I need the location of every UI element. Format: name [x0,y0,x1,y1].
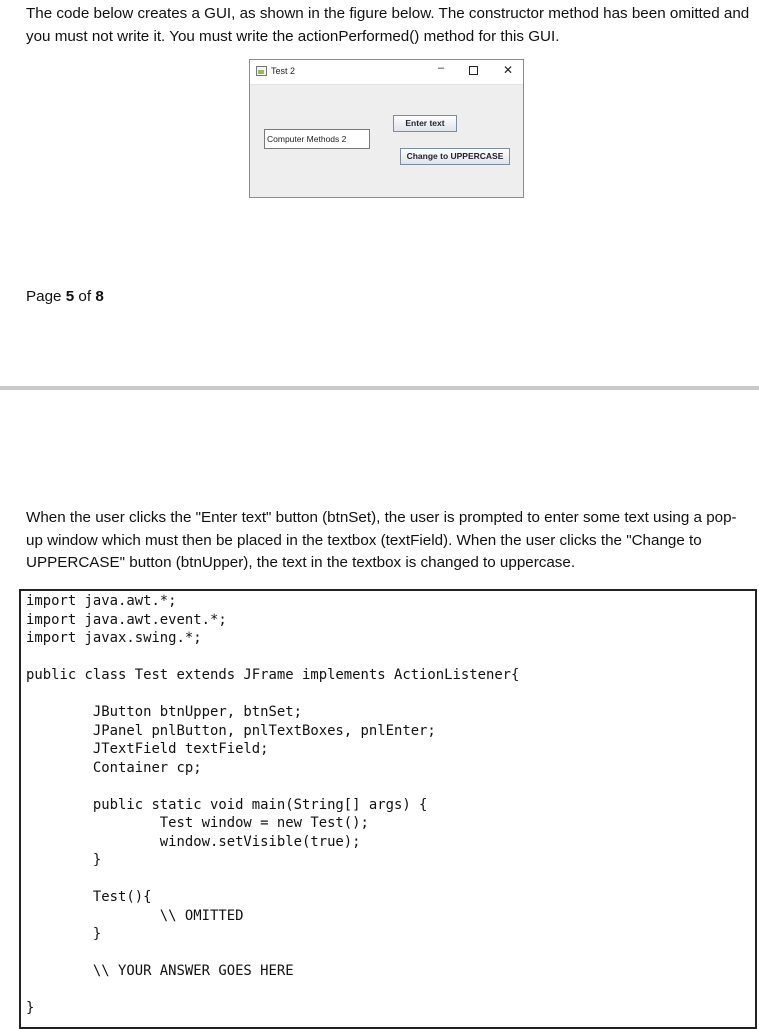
page-current: 5 [65,288,75,305]
page-total: 8 [95,288,104,305]
gui-window-title: Test 2 [271,66,296,76]
gui-enter-text-button: Enter text [393,115,457,132]
gui-title-bar [250,60,523,85]
code-listing: import java.awt.*; import java.awt.event.*; import javax.swing.*; public class Test extends JFrame implements ActionListener{ JButton btnUpper, btnSet; JPanel pnlButton, pnlTextBoxes, pnlEnter; JTextField textField; Container cp; public static void main(String[] args) { Test window = new Test(); window.setVisible(true); } Test(){ \\ OMITTED } \\ YOUR ANSWER GOES HERE } [26,593,520,1016]
java-app-icon [256,66,267,76]
gui-window-figure [249,59,524,198]
page-of: of [78,288,92,305]
gui-uppercase-button: Change to UPPERCASE [400,148,510,165]
page-separator [0,386,759,390]
instructions-paragraph: The code below creates a GUI, as shown in the figure below. The constructor method has been omitted and you must not write it. You must write the actionPerformed() method for this GUI. [26,5,750,45]
minimize-icon: – [438,62,445,74]
task-description: When the user clicks the "Enter text" button (btnSet), the user is prompted to enter some text using a pop-up window which must then be placed in the textbox (textField). When the user clicks the "Change to UPPERCASE" button (btnUpper), the text in the textbox is changed to uppercase. [26,509,737,571]
page-prefix: Page [26,288,62,305]
maximize-icon [469,66,478,75]
page-number [26,288,104,305]
close-icon: ✕ [503,63,514,77]
gui-text-field: Computer Methods 2 [264,129,370,149]
